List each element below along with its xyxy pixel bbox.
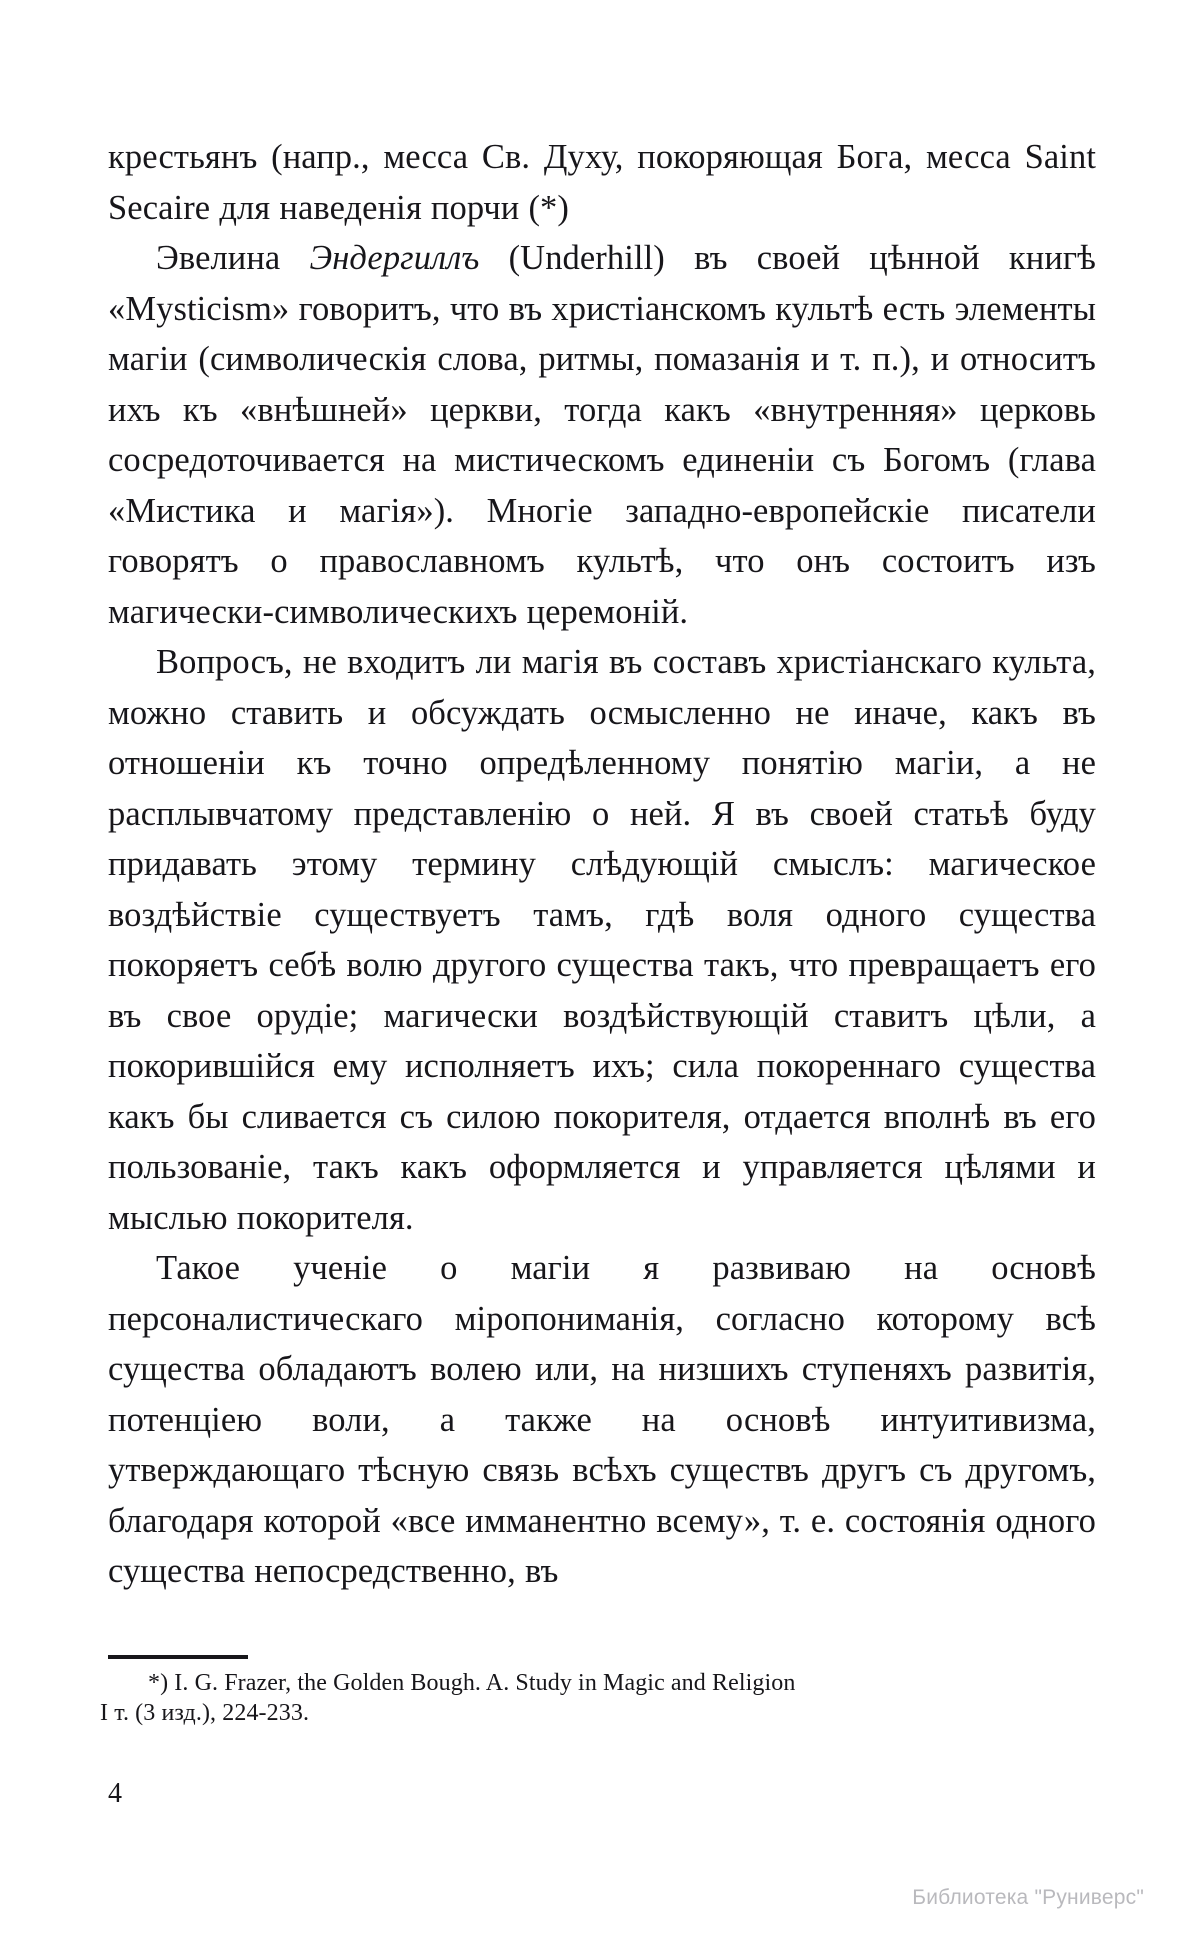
footnote	[100, 1668, 1100, 1728]
body-text	[108, 132, 1096, 1597]
text-after-italic: (Underhill) въ своей цѣнной книгѣ «Mysticism» говоритъ, что въ христіанскомъ культѣ есть элементы магіи (символическія слова, ритмы, помазанія и т. п.), и относитъ ихъ къ «внѣшней» церкви, тогда какъ «внутренняя» церковь сосредоточивается на мистическомъ единеніи съ Богомъ (глава «Мистика и магія»). Многіе западно-европейскіе писатели говорятъ о православномъ культѣ, что онъ состоитъ изъ магически-символическихъ церемоній.	[108, 239, 1096, 631]
author-name-italic: Эндергиллъ	[309, 239, 480, 277]
footnote-line-2: I т. (3 изд.), 224-233.	[100, 1700, 310, 1726]
page-number: 4	[108, 1778, 122, 1809]
paragraph-teaching: Такое ученіе о магіи я развиваю на основѣ персоналистическаго міропониманія, согласно которому всѣ существа обладаютъ волею или, на низшихъ ступеняхъ развитія, потенціею воли, а также на основѣ интуитивизма, утверждающаго тѣсную связь всѣхъ существъ другъ съ другомъ, благодаря которой «все имманентно всему», т. е. состоянія одного существа непосредственно, въ	[108, 1249, 1096, 1590]
footnote-divider	[108, 1655, 248, 1659]
paragraph-underhill	[108, 233, 1096, 637]
footnote-line-1: *) I. G. Frazer, the Golden Bough. A. Study in Magic and Religion	[148, 1670, 796, 1696]
text-before-italic: Эвелина	[156, 239, 310, 277]
library-watermark: Библиотека "Руниверс"	[912, 1886, 1144, 1909]
paragraph-question: Вопросъ, не входитъ ли магія въ составъ христіанскаго культа, можно ставить и обсуждать осмысленно не иначе, какъ въ отношеніи къ точно опредѣленному понятію магіи, а не расплывчатому представленію о ней. Я въ своей статьѣ буду придавать этому термину слѣдующій смыслъ: магическое воздѣйствіе существуетъ тамъ, гдѣ воля одного существа покоряетъ себѣ волю другого существа такъ, что превращаетъ его въ свое орудіе; магически воздѣйствующій ставитъ цѣли, а покорившійся ему исполняетъ ихъ; сила покореннаго существа какъ бы сливается съ силою покорителя, отдается вполнѣ въ его пользованіе, такъ какъ оформляется и управляется цѣлями и мыслью покорителя.	[108, 643, 1096, 1237]
paragraph-continuation: крестьянъ (напр., месса Св. Духу, покоряющая Бога, месса Saint Secaire для наведенія порчи (*)	[108, 138, 1096, 227]
